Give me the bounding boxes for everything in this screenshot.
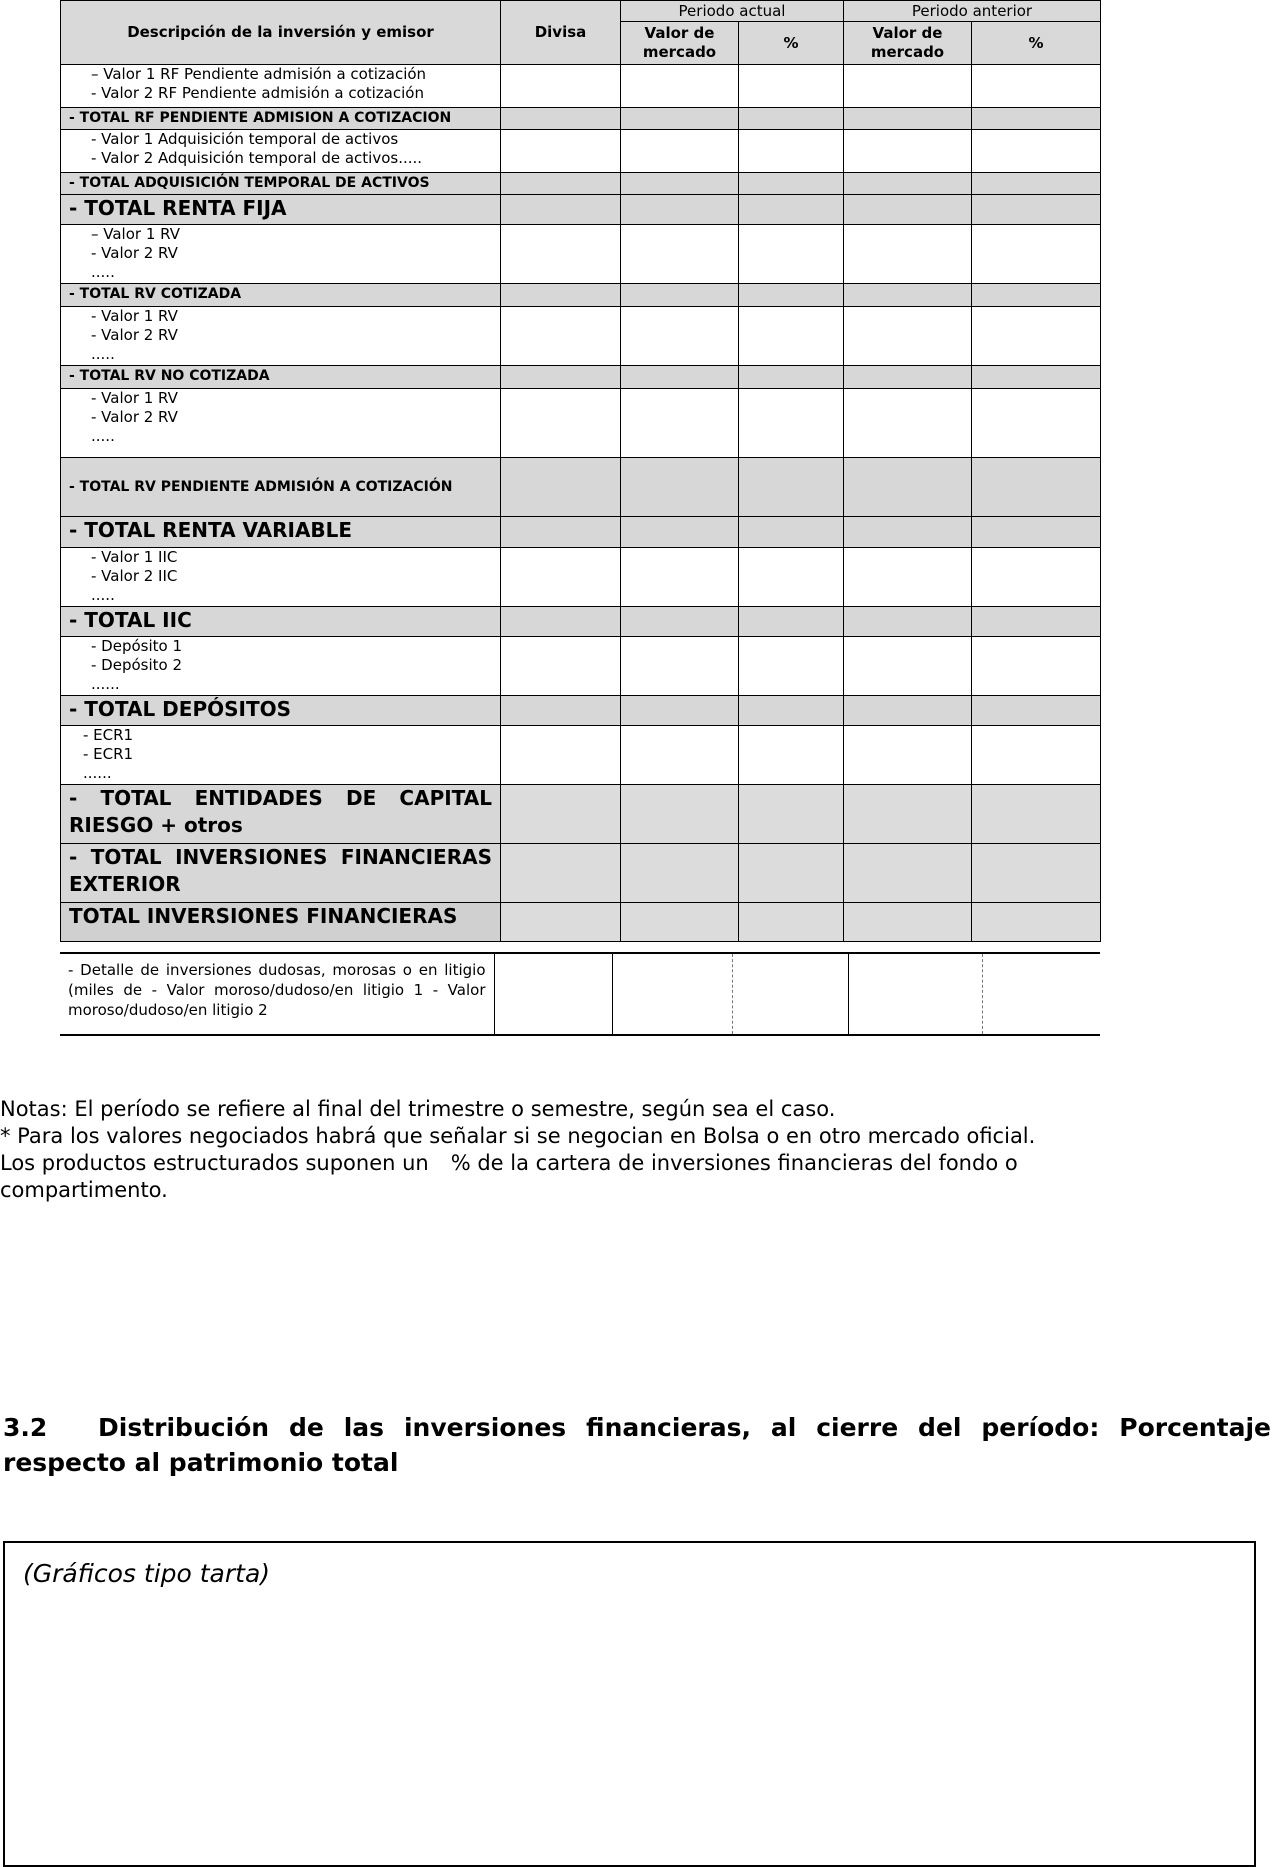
items-row: [61, 65, 1101, 108]
item-line: - Valor 2 RV: [91, 244, 178, 262]
items-row: [61, 726, 1101, 785]
total-row: [61, 517, 1101, 548]
section-title: Distribución de las inversiones financieras, al cierre del período: Porcentaje respecto al patrimonio total: [3, 1413, 1271, 1477]
current-value-cell: [621, 65, 739, 108]
total-label: - TOTAL ADQUISICIÓN TEMPORAL DE ACTIVOS: [61, 173, 501, 195]
previous-percent-cell: [972, 130, 1101, 173]
item-lines: [61, 225, 501, 284]
currency-cell: [501, 844, 621, 903]
previous-value-cell: [844, 307, 972, 366]
current-percent-cell: [739, 607, 844, 637]
item-line: - ECR1: [83, 726, 134, 744]
pie-chart-placeholder-box: [3, 1541, 1256, 1867]
total-label: - TOTAL RF PENDIENTE ADMISION A COTIZACION: [61, 108, 501, 130]
current-percent-cell: [739, 173, 844, 195]
previous-percent-cell: [972, 607, 1101, 637]
currency-cell: [501, 458, 621, 517]
currency-cell: [501, 607, 621, 637]
item-line: - Valor 1 Adquisición temporal de activos: [91, 130, 399, 148]
currency-cell: [501, 130, 621, 173]
item-line: - Valor 2 RV: [91, 326, 178, 344]
doubtful-description: - Detalle de inversiones dudosas, morosas o en litigio (miles de - Valor moroso/dudoso/en litigio 1 - Valor moroso/dudoso/en litigio 2: [60, 953, 494, 1035]
current-value-cell: [621, 517, 739, 548]
item-line: – Valor 1 RF Pendiente admisión a cotización: [91, 65, 427, 83]
previous-percent-cell: [972, 726, 1101, 785]
previous-percent-cell: [972, 195, 1101, 225]
previous-value-cell: [844, 637, 972, 696]
item-line: .....: [91, 263, 115, 281]
total-row: [61, 903, 1101, 942]
currency-cell: [501, 307, 621, 366]
total-row: [61, 458, 1101, 517]
current-value-cell: [621, 225, 739, 284]
notes-structured-prefix: Los productos estructurados suponen un: [0, 1151, 429, 1175]
total-label: - TOTAL INVERSIONES FINANCIERAS EXTERIOR: [61, 844, 501, 903]
item-lines: [61, 726, 501, 785]
previous-percent-cell: [972, 696, 1101, 726]
investments-table: [60, 0, 1101, 942]
previous-percent-cell: [972, 173, 1101, 195]
currency-cell: [501, 903, 621, 942]
item-line: - ECR1: [83, 745, 134, 763]
doubtful-investments-table: [60, 952, 1100, 1036]
header-previous-period: Periodo anterior: [844, 1, 1101, 22]
total-label: - TOTAL IIC: [61, 607, 501, 637]
notes-line-compartment: compartimento.: [0, 1178, 168, 1202]
previous-value-cell: [844, 195, 972, 225]
item-line: ......: [83, 764, 112, 782]
total-label: - TOTAL ENTIDADES DE CAPITAL RIESGO + otros: [61, 785, 501, 844]
previous-percent-cell: [972, 284, 1101, 307]
current-percent-cell: [739, 726, 844, 785]
current-percent-cell: [739, 696, 844, 726]
previous-percent-cell: [972, 65, 1101, 108]
previous-value-cell: [844, 65, 972, 108]
previous-value-cell: [844, 284, 972, 307]
currency-cell: [501, 548, 621, 607]
current-value-cell: [621, 130, 739, 173]
item-line: - Valor 2 RF Pendiente admisión a cotización: [91, 84, 424, 102]
previous-value-cell: [844, 225, 972, 284]
previous-value-cell: [844, 607, 972, 637]
item-line: .....: [91, 345, 115, 363]
currency-cell: [501, 517, 621, 548]
notes-line-market: * Para los valores negociados habrá que señalar si se negocian en Bolsa o en otro mercado oficial.: [0, 1124, 1036, 1148]
items-row: [61, 548, 1101, 607]
item-lines: [61, 548, 501, 607]
item-lines: [61, 307, 501, 366]
current-value-cell: [621, 307, 739, 366]
previous-value-cell: [844, 785, 972, 844]
previous-value-cell: [844, 726, 972, 785]
total-row: [61, 284, 1101, 307]
doubtful-current-value-cell: [612, 953, 732, 1035]
section-number: 3.2: [3, 1413, 48, 1442]
previous-value-cell: [844, 903, 972, 942]
item-line: - Depósito 1: [91, 637, 183, 655]
current-percent-cell: [739, 389, 844, 458]
currency-cell: [501, 389, 621, 458]
notes: [0, 1096, 1274, 1204]
current-percent-cell: [739, 366, 844, 389]
chart-placeholder-caption: (Gráficos tipo tarta): [23, 1559, 271, 1588]
notes-line-structured: [0, 1150, 1274, 1177]
current-value-cell: [621, 108, 739, 130]
total-row: [61, 366, 1101, 389]
previous-value-cell: [844, 130, 972, 173]
previous-percent-cell: [972, 548, 1101, 607]
previous-value-cell: [844, 548, 972, 607]
item-lines: [61, 389, 501, 458]
item-line: ......: [91, 675, 120, 693]
total-label: - TOTAL RV NO COTIZADA: [61, 366, 501, 389]
currency-cell: [501, 637, 621, 696]
header-previous-percent: %: [972, 22, 1101, 65]
current-percent-cell: [739, 844, 844, 903]
previous-percent-cell: [972, 389, 1101, 458]
doubtful-current-percent-cell: [732, 953, 848, 1035]
current-value-cell: [621, 726, 739, 785]
currency-cell: [501, 284, 621, 307]
previous-value-cell: [844, 696, 972, 726]
item-line: - Valor 2 Adquisición temporal de activos.....: [91, 149, 423, 167]
currency-cell: [501, 726, 621, 785]
current-percent-cell: [739, 903, 844, 942]
previous-percent-cell: [972, 458, 1101, 517]
total-label: - TOTAL RENTA FIJA: [61, 195, 501, 225]
item-line: .....: [91, 586, 115, 604]
notes-line-period: Notas: El período se refiere al final del trimestre o semestre, según sea el caso.: [0, 1097, 836, 1121]
doubtful-previous-percent-cell: [982, 953, 1100, 1035]
item-line: – Valor 1 RV: [91, 225, 181, 243]
currency-cell: [501, 366, 621, 389]
current-percent-cell: [739, 307, 844, 366]
total-row: [61, 844, 1101, 903]
item-line: - Valor 1 IIC: [91, 548, 178, 566]
item-line: - Valor 1 RV: [91, 307, 178, 325]
previous-value-cell: [844, 458, 972, 517]
item-line: .....: [91, 427, 115, 445]
previous-value-cell: [844, 844, 972, 903]
current-value-cell: [621, 548, 739, 607]
total-row: [61, 785, 1101, 844]
total-row: [61, 607, 1101, 637]
current-percent-cell: [739, 548, 844, 607]
current-value-cell: [621, 458, 739, 517]
currency-cell: [501, 696, 621, 726]
table-body: [61, 65, 1101, 942]
notes-structured-suffix: % de la cartera de inversiones financieras del fondo o: [450, 1151, 1018, 1175]
header-previous-market-value: Valor de mercado: [844, 22, 972, 65]
previous-percent-cell: [972, 225, 1101, 284]
item-line: - Valor 2 RV: [91, 408, 178, 426]
total-label: - TOTAL DEPÓSITOS: [61, 696, 501, 726]
current-value-cell: [621, 607, 739, 637]
items-row: [61, 130, 1101, 173]
doubtful-row: [60, 953, 1100, 1035]
header-currency: Divisa: [501, 1, 621, 65]
previous-value-cell: [844, 108, 972, 130]
items-row: [61, 225, 1101, 284]
current-percent-cell: [739, 225, 844, 284]
current-value-cell: [621, 173, 739, 195]
item-lines: [61, 130, 501, 173]
current-percent-cell: [739, 108, 844, 130]
currency-cell: [501, 195, 621, 225]
current-value-cell: [621, 389, 739, 458]
current-value-cell: [621, 844, 739, 903]
previous-percent-cell: [972, 517, 1101, 548]
header-current-market-value: Valor de mercado: [621, 22, 739, 65]
items-row: [61, 389, 1101, 458]
current-value-cell: [621, 903, 739, 942]
previous-value-cell: [844, 389, 972, 458]
previous-percent-cell: [972, 903, 1101, 942]
current-value-cell: [621, 195, 739, 225]
current-percent-cell: [739, 130, 844, 173]
previous-percent-cell: [972, 785, 1101, 844]
header-description: Descripción de la inversión y emisor: [61, 1, 501, 65]
current-value-cell: [621, 785, 739, 844]
item-lines: [61, 637, 501, 696]
total-row: [61, 173, 1101, 195]
current-value-cell: [621, 366, 739, 389]
current-percent-cell: [739, 517, 844, 548]
current-percent-cell: [739, 284, 844, 307]
previous-percent-cell: [972, 108, 1101, 130]
previous-value-cell: [844, 366, 972, 389]
header-current-period: Periodo actual: [621, 1, 844, 22]
total-label: TOTAL INVERSIONES FINANCIERAS: [61, 903, 501, 942]
currency-cell: [501, 785, 621, 844]
items-row: [61, 307, 1101, 366]
previous-percent-cell: [972, 307, 1101, 366]
previous-value-cell: [844, 173, 972, 195]
header-current-percent: %: [739, 22, 844, 65]
item-line: - Valor 2 IIC: [91, 567, 178, 585]
items-row: [61, 637, 1101, 696]
current-percent-cell: [739, 785, 844, 844]
item-line: - Valor 1 RV: [91, 389, 178, 407]
previous-percent-cell: [972, 637, 1101, 696]
currency-cell: [501, 65, 621, 108]
currency-cell: [501, 225, 621, 284]
previous-value-cell: [844, 517, 972, 548]
currency-cell: [501, 108, 621, 130]
current-value-cell: [621, 637, 739, 696]
currency-cell: [501, 173, 621, 195]
current-percent-cell: [739, 458, 844, 517]
current-percent-cell: [739, 195, 844, 225]
total-label: - TOTAL RV COTIZADA: [61, 284, 501, 307]
total-label: - TOTAL RENTA VARIABLE: [61, 517, 501, 548]
item-lines: [61, 65, 501, 108]
item-line: - Depósito 2: [91, 656, 183, 674]
doubtful-currency-cell: [494, 953, 612, 1035]
previous-percent-cell: [972, 844, 1101, 903]
previous-percent-cell: [972, 366, 1101, 389]
doubtful-previous-value-cell: [848, 953, 982, 1035]
current-value-cell: [621, 284, 739, 307]
total-row: [61, 696, 1101, 726]
total-label: - TOTAL RV PENDIENTE ADMISIÓN A COTIZACIÓN: [61, 458, 501, 517]
current-value-cell: [621, 696, 739, 726]
total-row: [61, 108, 1101, 130]
total-row: [61, 195, 1101, 225]
current-percent-cell: [739, 65, 844, 108]
current-percent-cell: [739, 637, 844, 696]
section-heading: [3, 1410, 1271, 1480]
